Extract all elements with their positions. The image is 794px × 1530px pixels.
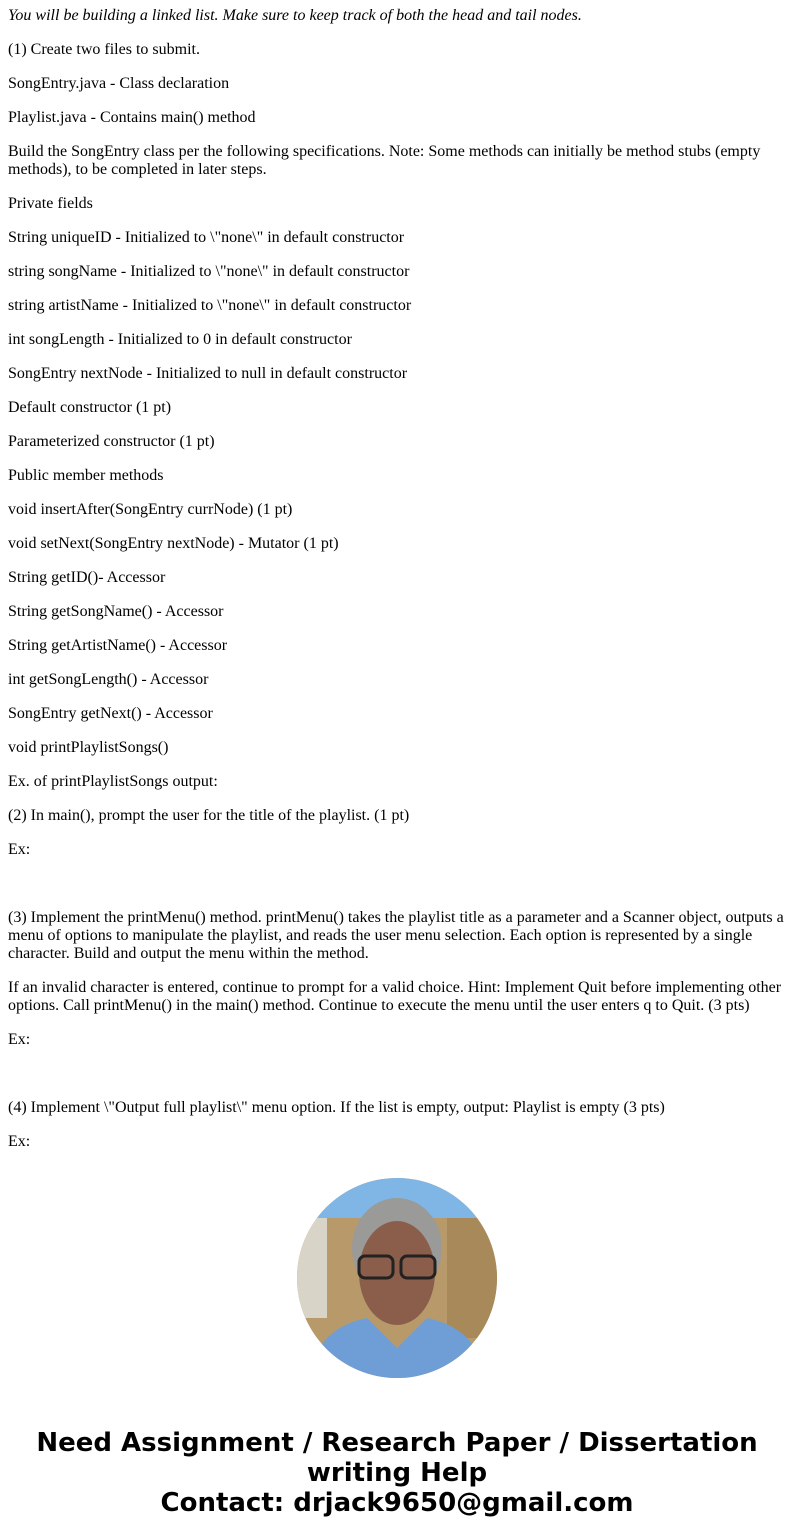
promo-banner <box>0 1428 794 1518</box>
paragraph: SongEntry getNext() - Accessor <box>8 705 213 722</box>
author-photo <box>297 1178 497 1378</box>
promo-headline: Need Assignment / Research Paper / Dissertation writing Help <box>36 1428 758 1488</box>
paragraph: void setNext(SongEntry nextNode) - Mutator (1 pt) <box>8 535 339 552</box>
paragraph: string artistName - Initialized to \"none\" in default constructor <box>8 297 412 314</box>
intro-text: You will be building a linked list. Make sure to keep track of both the head and tail nodes. <box>8 7 582 24</box>
paragraph: String getSongName() - Accessor <box>8 603 224 620</box>
empty-example-block <box>8 875 786 893</box>
example-label: Ex: <box>8 1133 31 1150</box>
paragraph: (3) Implement the printMenu() method. printMenu() takes the playlist title as a parameter and a Scanner object, outputs a menu of options to manipulate the playlist, and reads the user menu selection. Each option is represented by a single character. Build and output the menu within the method. <box>8 909 784 962</box>
promo-contact: Contact: drjack9650@gmail.com <box>160 1488 634 1518</box>
author-photo-container <box>0 1178 794 1378</box>
document-body <box>0 7 794 1151</box>
paragraph: String getArtistName() - Accessor <box>8 637 228 654</box>
empty-example-block <box>8 1065 786 1083</box>
paragraph: (1) Create two files to submit. <box>8 41 200 58</box>
paragraph: string songName - Initialized to \"none\" in default constructor <box>8 263 410 280</box>
paragraph: SongEntry nextNode - Initialized to null in default constructor <box>8 365 408 382</box>
paragraph: If an invalid character is entered, continue to prompt for a valid choice. Hint: Implement Quit before implementing other options. Call printMenu() in the main() method. Continue to execute the menu until the user enters q to Quit. (3 pts) <box>8 979 782 1014</box>
paragraph: Ex. of printPlaylistSongs output: <box>8 773 218 790</box>
paragraph: String getID()- Accessor <box>8 569 166 586</box>
paragraph: (2) In main(), prompt the user for the title of the playlist. (1 pt) <box>8 807 410 824</box>
example-label: Ex: <box>8 841 31 858</box>
example-label: Ex: <box>8 1031 31 1048</box>
paragraph: void printPlaylistSongs() <box>8 739 169 756</box>
paragraph: Public member methods <box>8 467 164 484</box>
paragraph: Playlist.java - Contains main() method <box>8 109 256 126</box>
paragraph: String uniqueID - Initialized to \"none\" in default constructor <box>8 229 405 246</box>
paragraph: SongEntry.java - Class declaration <box>8 75 230 92</box>
paragraph: int songLength - Initialized to 0 in default constructor <box>8 331 352 348</box>
paragraph: Parameterized constructor (1 pt) <box>8 433 215 450</box>
paragraph: Build the SongEntry class per the following specifications. Note: Some methods can initially be method stubs (empty methods), to be completed in later steps. <box>8 143 761 178</box>
paragraph: (4) Implement \"Output full playlist\" menu option. If the list is empty, output: Playlist is empty (3 pts) <box>8 1099 665 1116</box>
paragraph: int getSongLength() - Accessor <box>8 671 209 688</box>
paragraph: void insertAfter(SongEntry currNode) (1 pt) <box>8 501 293 518</box>
paragraph: Default constructor (1 pt) <box>8 399 172 416</box>
paragraph: Private fields <box>8 195 93 212</box>
